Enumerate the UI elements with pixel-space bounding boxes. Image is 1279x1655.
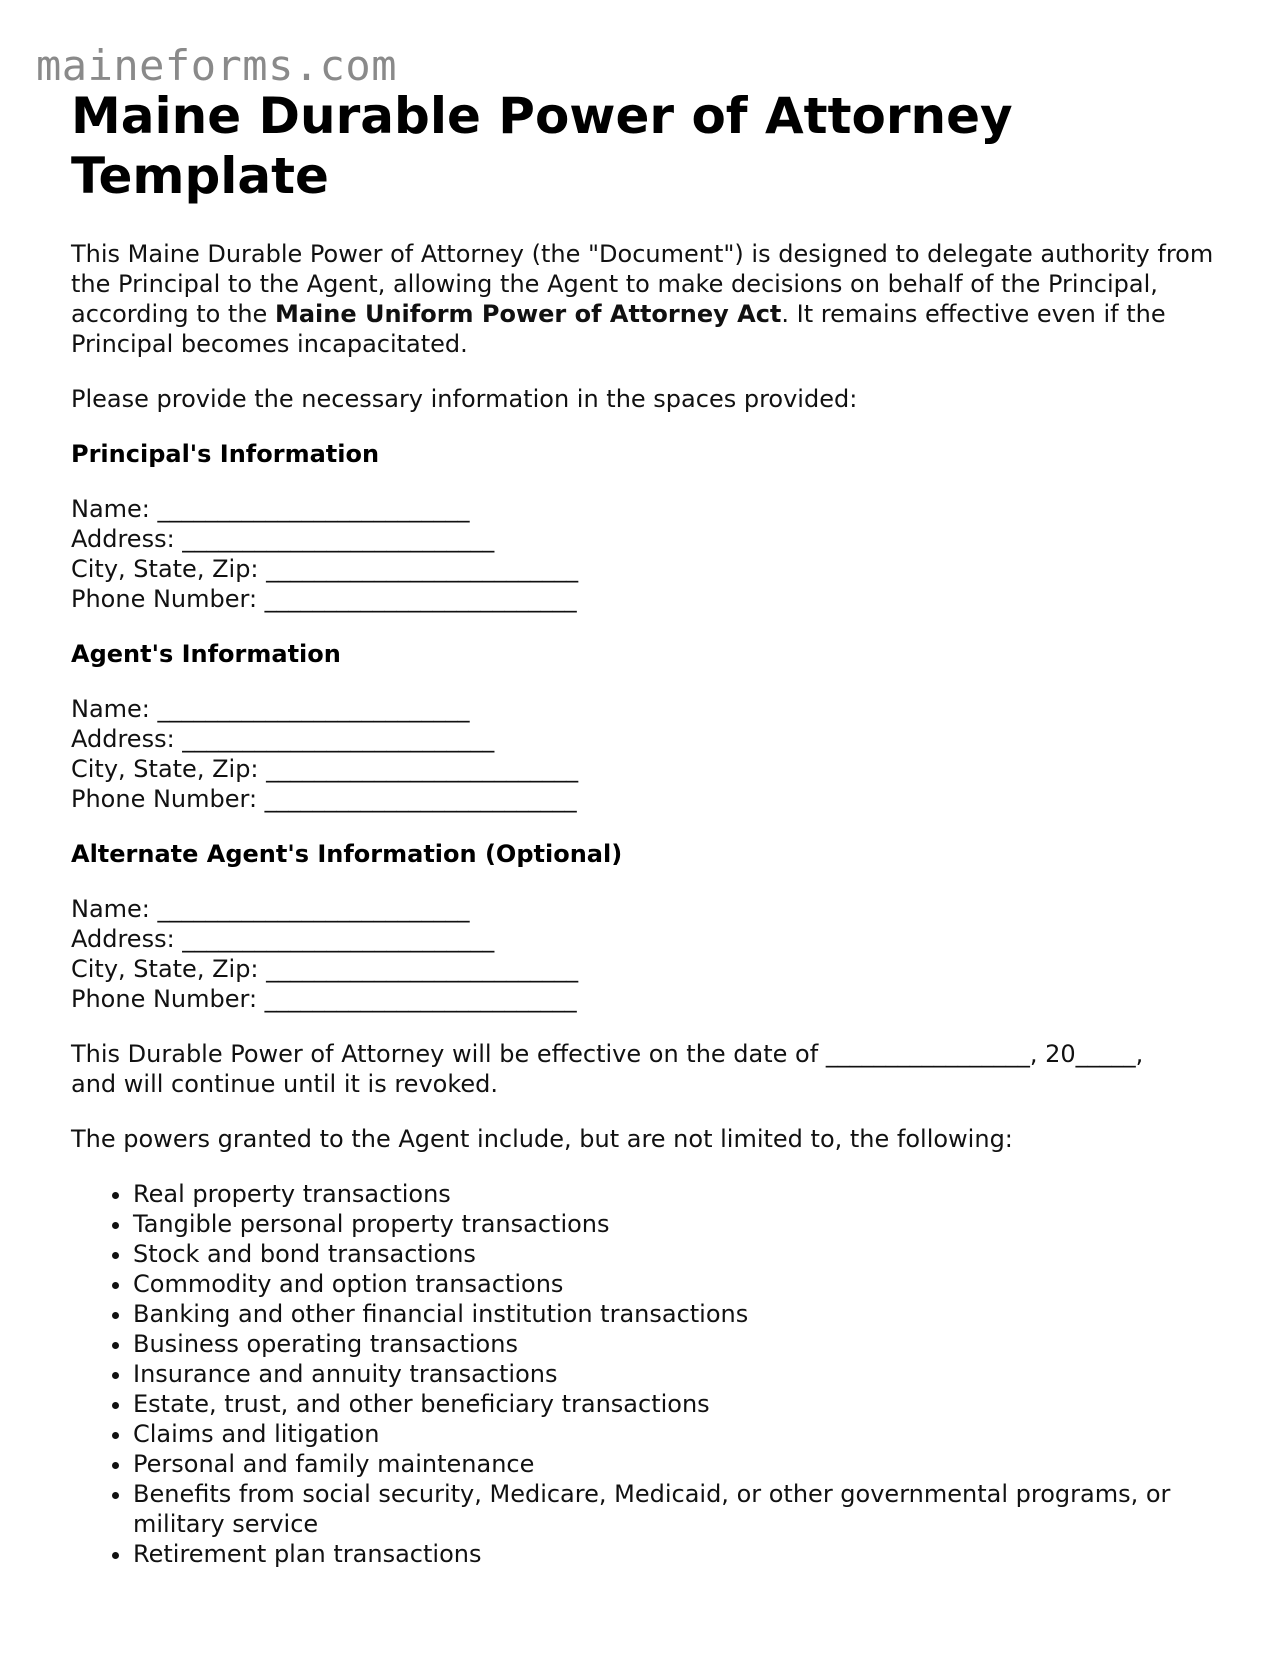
- alternate-agent-heading: Alternate Agent's Information (Optional): [71, 840, 623, 868]
- power-item: • Claims and litigation: [133, 1419, 1221, 1449]
- effective-date-line[interactable]: This Durable Power of Attorney will be effective on the date of _________________, 20_____,: [71, 1040, 1144, 1068]
- agent-heading: Agent's Information: [71, 640, 341, 668]
- intro-text-before: This Maine Durable Power of Attorney (the "Document") is designed to delegate authority from the Principal to the Agent, allowing the Agent to make decisions on behalf of the Principal, according to the: [71, 240, 1214, 328]
- power-item: • Personal and family maintenance: [133, 1449, 1221, 1479]
- act-name: Maine Uniform Power of Attorney Act: [274, 300, 782, 328]
- power-item: • Retirement plan transactions: [133, 1539, 1221, 1569]
- intro-paragraph: [71, 239, 1221, 359]
- agent-address-field[interactable]: Address: __________________________: [71, 725, 495, 753]
- powers-list: [71, 1179, 1221, 1569]
- power-item: • Estate, trust, and other beneficiary transactions: [133, 1389, 1221, 1419]
- document-body: [71, 86, 1221, 1569]
- alternate-agent-fields: [71, 894, 1221, 1014]
- alternate-name-field[interactable]: Name: __________________________: [71, 895, 470, 923]
- power-item: • Business operating transactions: [133, 1329, 1221, 1359]
- principal-fields: [71, 494, 1221, 614]
- site-watermark: maineforms.com: [36, 41, 398, 90]
- principal-phone-field[interactable]: Phone Number: __________________________: [71, 585, 577, 613]
- power-item: • Banking and other financial institution transactions: [133, 1299, 1221, 1329]
- effective-continuation-line: and will continue until it is revoked.: [71, 1070, 498, 1098]
- alternate-city-field[interactable]: City, State, Zip: __________________________: [71, 955, 579, 983]
- alternate-phone-field[interactable]: Phone Number: __________________________: [71, 985, 577, 1013]
- power-item: • Benefits from social security, Medicare, Medicaid, or other governmental programs, or military service: [133, 1479, 1221, 1539]
- principal-name-field[interactable]: Name: __________________________: [71, 495, 470, 523]
- intro-text-after: . It remains effective even if the Principal becomes incapacitated.: [71, 300, 1166, 358]
- powers-intro: The powers granted to the Agent include, but are not limited to, the following:: [71, 1125, 1013, 1153]
- power-item: • Tangible personal property transactions: [133, 1209, 1221, 1239]
- power-item: • Stock and bond transactions: [133, 1239, 1221, 1269]
- agent-phone-field[interactable]: Phone Number: __________________________: [71, 785, 577, 813]
- agent-city-field[interactable]: City, State, Zip: __________________________: [71, 755, 579, 783]
- principal-address-field[interactable]: Address: __________________________: [71, 525, 495, 553]
- power-item: • Insurance and annuity transactions: [133, 1359, 1221, 1389]
- power-item: • Commodity and option transactions: [133, 1269, 1221, 1299]
- principal-heading: Principal's Information: [71, 440, 380, 468]
- principal-city-field[interactable]: City, State, Zip: __________________________: [71, 555, 579, 583]
- effective-date-paragraph: [71, 1039, 1221, 1099]
- power-item: • Real property transactions: [133, 1179, 1221, 1209]
- instructions-prompt: Please provide the necessary information in the spaces provided:: [71, 385, 858, 413]
- agent-name-field[interactable]: Name: __________________________: [71, 695, 470, 723]
- alternate-address-field[interactable]: Address: __________________________: [71, 925, 495, 953]
- agent-fields: [71, 694, 1221, 814]
- document-title: Maine Durable Power of Attorney Template: [71, 87, 1013, 205]
